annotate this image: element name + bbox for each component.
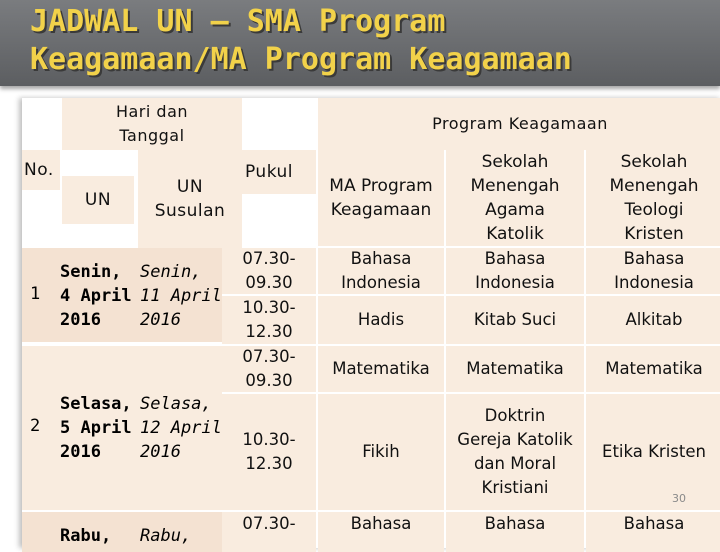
row-1-session-2-kristen: Alkitab	[586, 296, 720, 344]
row-2-session-2-time: 10.30-12.30	[222, 394, 316, 510]
header-no: No.	[22, 150, 60, 190]
row-3-session-1-kristen: Bahasa	[586, 512, 720, 552]
row-1-session-2-ma: Hadis	[318, 296, 444, 344]
header-katolik: Sekolah Menengah Agama Katolik	[446, 150, 584, 246]
row-2-un-date: Selasa, 5 April 2016	[60, 394, 132, 462]
page-title-line-2: Keagamaan/MA Program Keagamaan	[30, 42, 572, 77]
row-1-session-2-katolik: Kitab Suci	[446, 296, 584, 344]
row-3-session-1-ma: Bahasa	[318, 512, 444, 552]
page-title-line-1: JADWAL UN – SMA Program	[30, 4, 446, 39]
row-2-session-1-ma: Matematika	[318, 346, 444, 392]
row-2-session-2-ma: Fikih	[318, 394, 444, 510]
row-1-no: 1	[30, 284, 41, 304]
row-2-session-1-time: 07.30-09.30	[222, 346, 316, 392]
header-un-susulan: UN Susulan	[138, 150, 242, 248]
row-2-session-2-kristen: Etika Kristen	[586, 394, 720, 510]
header-kristen: Sekolah Menengah Teologi Kristen	[586, 150, 720, 246]
header-program-keagamaan: Program Keagamaan	[318, 98, 720, 150]
header-pukul: Pukul	[222, 150, 316, 194]
row-2-session-1-kristen: Matematika	[586, 346, 720, 392]
row-3-un-day: Rabu,	[60, 526, 112, 546]
row-3-session-1-katolik: Bahasa	[446, 512, 584, 552]
schedule-table	[22, 98, 720, 548]
row-1-session-1-kristen: Bahasa Indonesia	[586, 248, 720, 294]
row-1-session-1-time: 07.30-09.30	[222, 248, 316, 294]
page-number: 30	[672, 492, 686, 505]
row-2-susulan-date: Selasa, 12 April 2016	[140, 394, 222, 462]
title-bar	[0, 0, 720, 86]
row-3-susulan-day: Rabu,	[140, 526, 192, 546]
header-un: UN	[62, 176, 134, 224]
row-1-susulan-date: Senin, 11 April 2016	[140, 262, 222, 330]
row-2-no: 2	[30, 416, 41, 436]
row-1-session-2-time: 10.30-12.30	[222, 296, 316, 344]
row-2-session-2-katolik: Doktrin Gereja Katolik dan Moral Kristiani	[446, 394, 584, 510]
header-ma: MA Program Keagamaan	[318, 150, 444, 246]
row-1-session-1-ma: Bahasa Indonesia	[318, 248, 444, 294]
row-1-un-date: Senin, 4 April 2016	[60, 262, 132, 330]
row-3-left-block	[22, 512, 222, 552]
row-1-session-1-katolik: Bahasa Indonesia	[446, 248, 584, 294]
header-hari-tanggal: Hari dan Tanggal	[62, 98, 242, 150]
row-2-session-1-katolik: Matematika	[446, 346, 584, 392]
row-3-session-1-time: 07.30-	[222, 512, 316, 552]
